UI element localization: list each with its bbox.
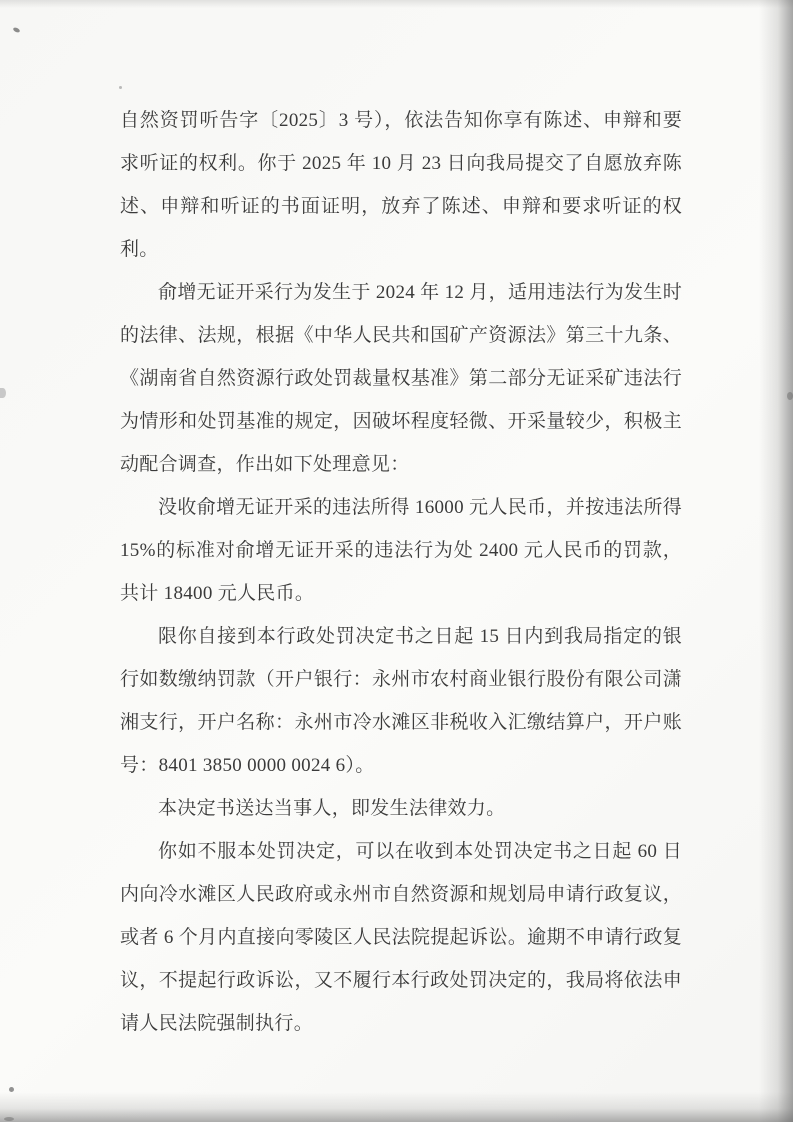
paragraph-payment-instructions: 限你自接到本行政处罚决定书之日起 15 日内到我局指定的银行如数缴纳罚款（开户银行：永州市农村商业银行股份有限公司潇湘支行，开户名称：永州市冷水滩区非税收入汇缴结算户，开户账号：8401 3850 0000 0024 6）。 bbox=[120, 626, 682, 776]
scan-artifact bbox=[0, 388, 6, 398]
scan-artifact bbox=[119, 86, 122, 89]
scan-shadow-right bbox=[759, 0, 793, 1122]
scan-artifact bbox=[9, 1087, 14, 1092]
scan-shadow-top bbox=[0, 0, 793, 8]
scan-artifact bbox=[787, 392, 793, 400]
scan-artifact bbox=[4, 1117, 14, 1121]
paragraph-continuation: 自然资罚听告字〔2025〕3 号），依法告知你享有陈述、申辩和要求听证的权利。你于 2025 年 10 月 23 日向我局提交了自愿放弃陈述、申辩和听证的书面证明，放弃了陈述、申辩和要求听证的权利。 bbox=[120, 110, 682, 260]
paragraph-facts-and-basis: 俞增无证开采行为发生于 2024 年 12 月，适用违法行为发生时的法律、法规，根据《中华人民共和国矿产资源法》第三十九条、《湖南省自然资源行政处罚裁量权基准》第二部分无证采矿违法行为情形和处罚基准的规定，因破坏程度轻微、开采量较少，积极主动配合调查，作出如下处理意见： bbox=[120, 282, 682, 475]
paragraph-effectiveness: 本决定书送达当事人，即发生法律效力。 bbox=[158, 798, 506, 819]
paragraph-penalty-amount: 没收俞增无证开采的违法所得 16000 元人民币，并按违法所得 15%的标准对俞增无证开采的违法行为处 2400 元人民币的罚款，共计 18400 元人民币。 bbox=[120, 497, 682, 604]
scan-artifact bbox=[12, 27, 20, 34]
paragraph-appeal-rights: 你如不服本处罚决定，可以在收到本处罚决定书之日起 60 日内向冷水滩区人民政府或永州市自然资源和规划局申请行政复议，或者 6 个月内直接向零陵区人民法院提起诉讼。逾期不申请行政复议，不提起行政诉讼，又不履行本行政处罚决定的，我局将依法申请人民法院强制执行。 bbox=[120, 841, 682, 1034]
document-body bbox=[120, 99, 682, 1045]
scan-shadow-bottom bbox=[0, 1092, 793, 1122]
